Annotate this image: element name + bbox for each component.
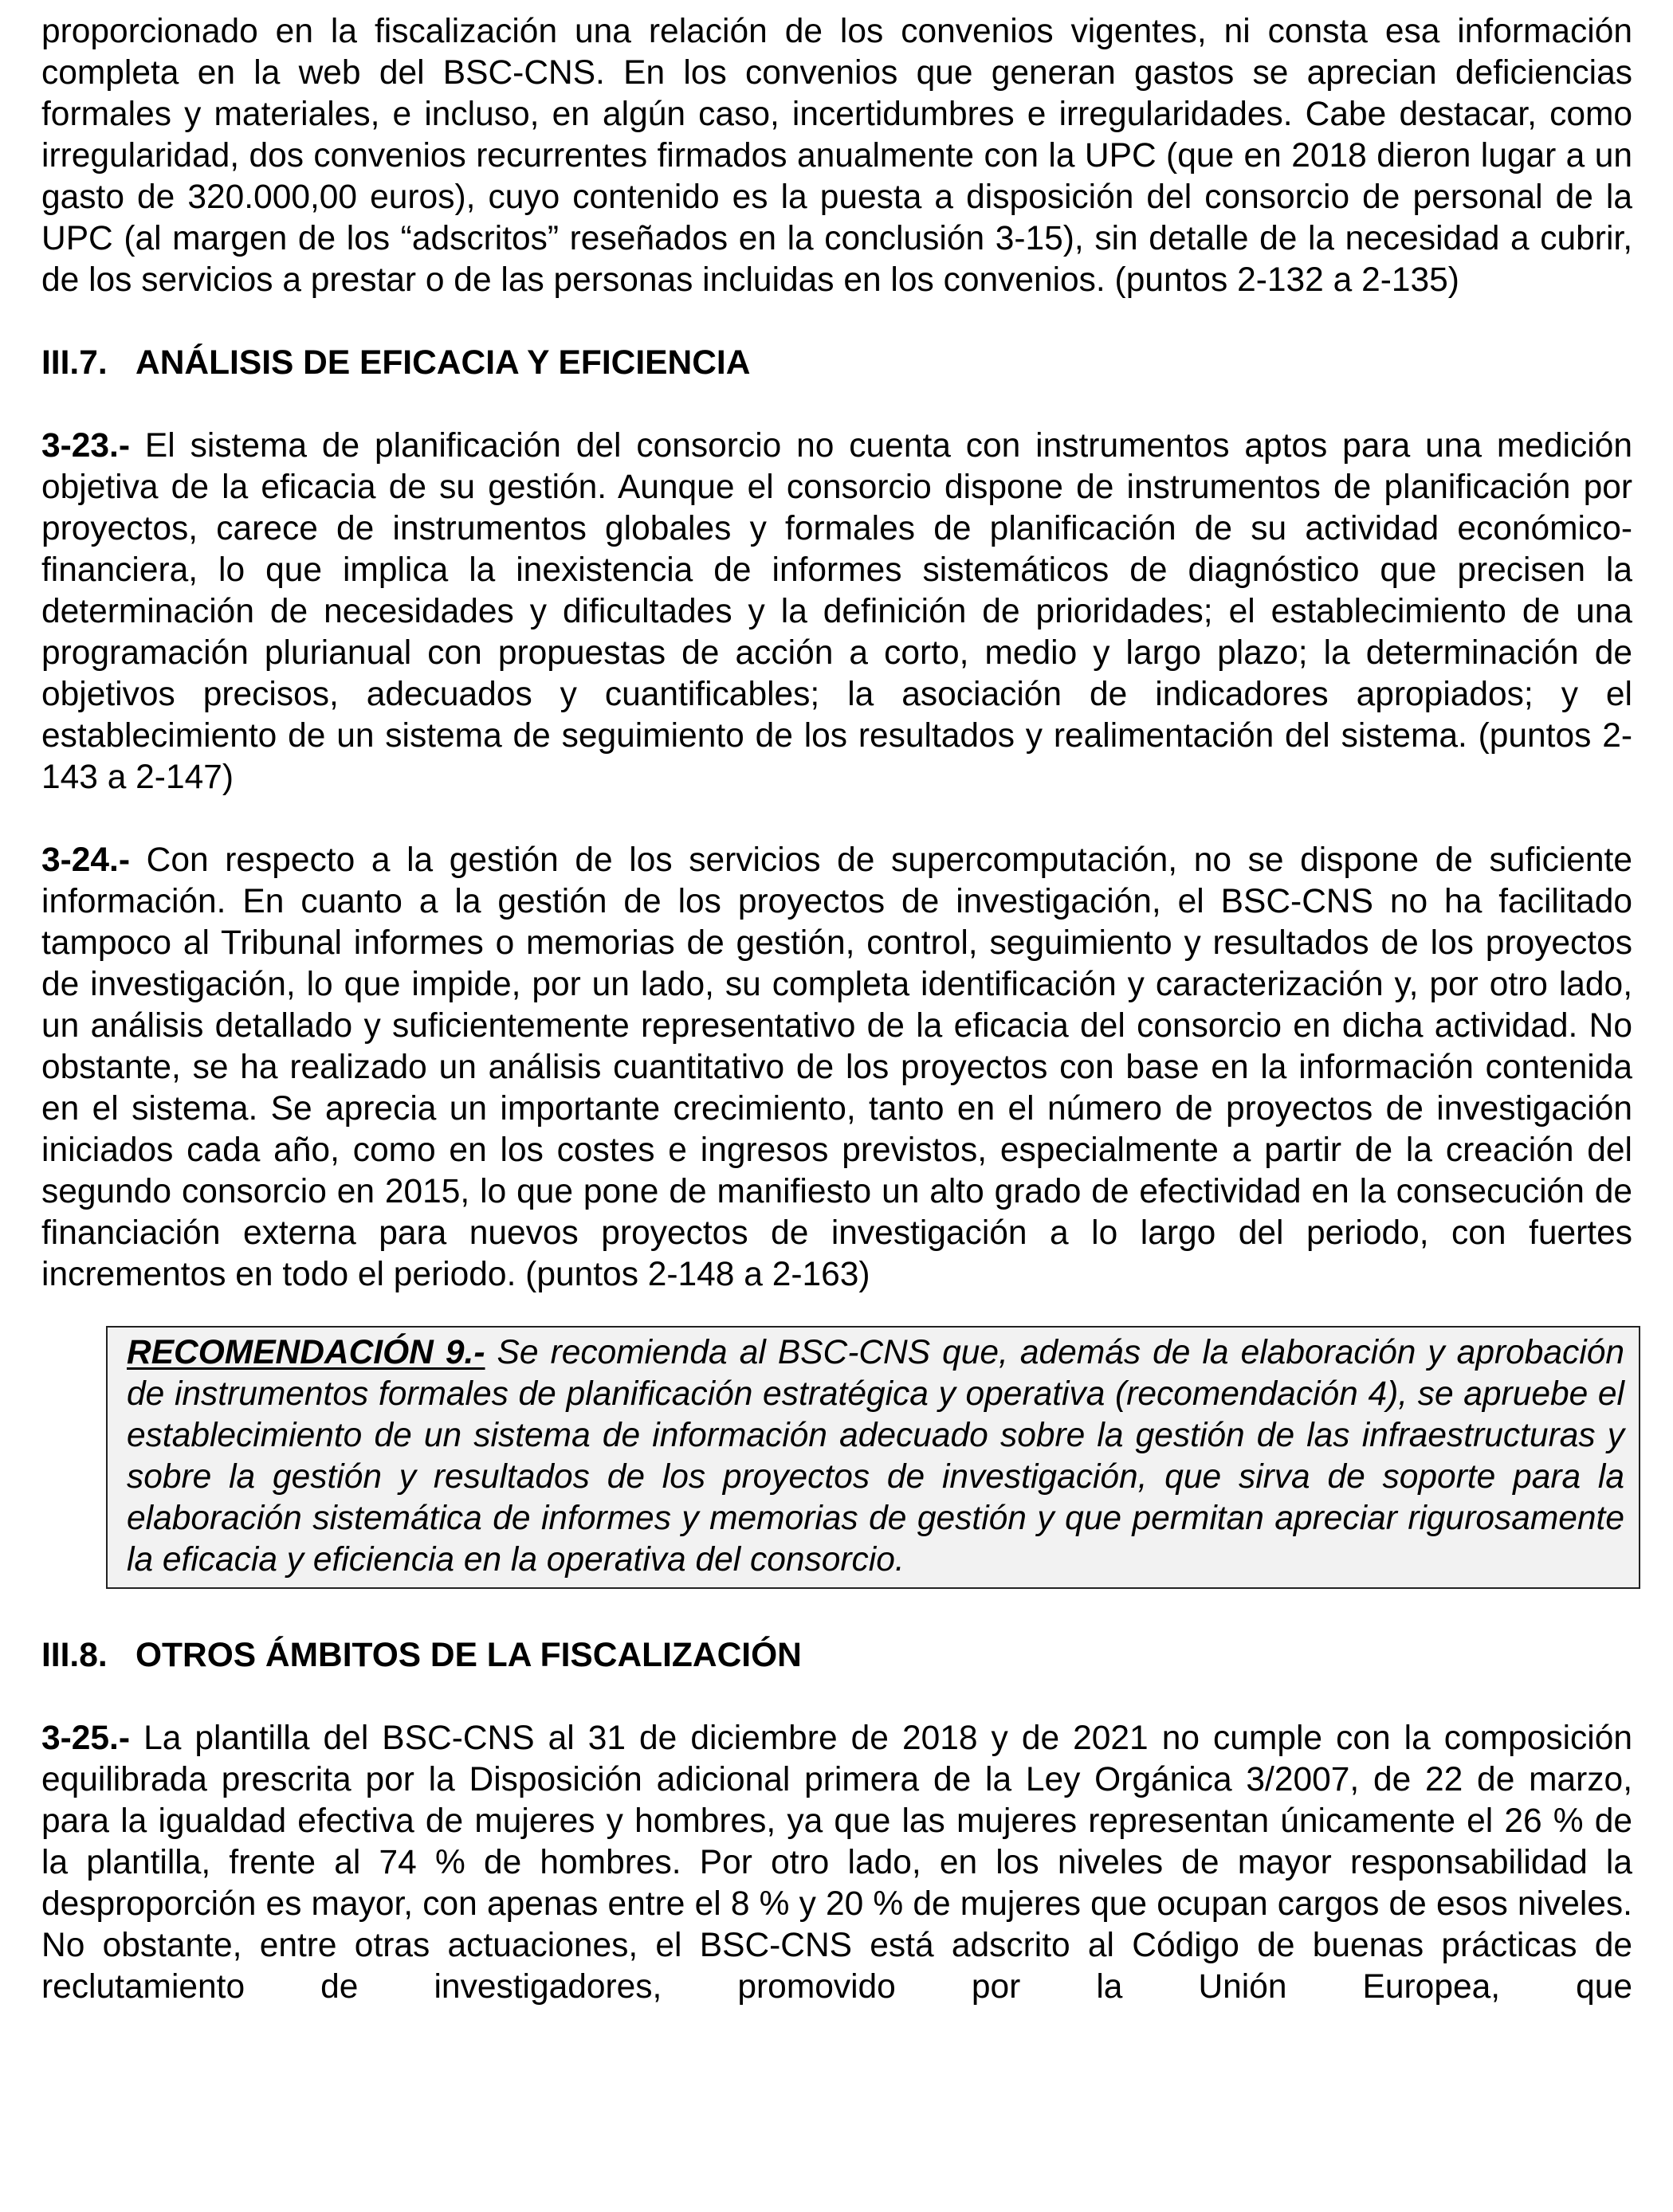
section-number: III.7. [41, 344, 108, 382]
paragraph-number: 3-25.- [41, 1720, 131, 1757]
intro-paragraph: proporcionado en la fiscalización una relación de los convenios vigentes, ni consta esa información completa en la web del BSC-CNS. En los convenios que generan gastos se aprecian deficiencias formales y materiales, e incluso, en algún caso, incertidumbres e irregularidades. Cabe destacar, como irregularidad, dos convenios recurrentes firmados anualmente con la UPC (que en 2018 dieron lugar a un gasto de 320.000,00 euros), cuyo contenido es la puesta a disposición del consorcio de personal de la UPC (al margen de los “adscritos” reseñados en la conclusión 3-15), sin detalle de la necesidad a cubrir, de los servicios a prestar o de las personas incluidas en los convenios. (puntos 2-132 a 2-135) [41, 13, 1632, 299]
spacer [41, 301, 1632, 343]
section-number: III.8. [41, 1637, 108, 1674]
spacer [41, 1296, 1632, 1326]
spacer [41, 798, 1632, 840]
paragraph-3-25 [41, 1718, 1632, 2008]
section-title: ANÁLISIS DE EFICACIA Y EFICIENCIA [135, 344, 751, 382]
paragraph-text: Con respecto a la gestión de los servicios de supercomputación, no se dispone de suficiente información. En cuanto a la gestión de los proyectos de investigación, el BSC-CNS no ha facilitado tampoco al Tribunal informes o memorias de gestión, control, seguimiento y resultados de los proyectos de investigación, lo que impide, por un lado, su completa identificación y caracterización y, por otro lado, un análisis detallado y suficientemente representativo de la eficacia del consorcio en dicha actividad. No obstante, se ha realizado un análisis cuantitativo de los proyectos con base en la información contenida en el sistema. Se aprecia un importante crecimiento, tanto en el número de proyectos de investigación iniciados cada año, como en los costes e ingresos previstos, especialmente a partir de la creación del segundo consorcio en 2015, lo que pone de manifiesto un alto grado de efectividad en la consecución de financiación externa para nuevos proyectos de investigación a lo largo del periodo, con fuertes incrementos en todo el periodo. (puntos 2-148 a 2-163) [41, 841, 1632, 1293]
recommendation-title: RECOMENDACIÓN 9.- [127, 1334, 485, 1371]
spacer [41, 1677, 1632, 1718]
paragraph-number: 3-24.- [41, 841, 131, 879]
section-heading-III-8 [41, 1635, 1632, 1677]
spacer [41, 384, 1632, 426]
section-heading-III-7 [41, 343, 1632, 384]
section-title: OTROS ÁMBITOS DE LA FISCALIZACIÓN [135, 1637, 802, 1674]
paragraph-text: La plantilla del BSC-CNS al 31 de diciembre de 2018 y de 2021 no cumple con la composición equilibrada prescrita por la Disposición adicional primera de la Ley Orgánica 3/2007, de 22 de marzo, para la igualdad efectiva de mujeres y hombres, ya que las mujeres representan únicamente el 26 % de la plantilla, frente al 74 % de hombres. Por otro lado, en los niveles de mayor responsabilidad la desproporción es mayor, con apenas entre el 8 % y 20 % de mujeres que ocupan cargos de esos niveles. No obstante, entre otras actuaciones, el BSC-CNS está adscrito al Código de buenas prácticas de reclutamiento de investigadores, promovido por la Unión Europea, que [41, 1720, 1632, 2006]
paragraph-3-23 [41, 426, 1632, 798]
paragraph-text: El sistema de planificación del consorcio no cuenta con instrumentos aptos para una medición objetiva de la eficacia de su gestión. Aunque el consorcio dispone de instrumentos de planificación por proyectos, carece de instrumentos globales y formales de planificación de su actividad económico-financiera, lo que implica la inexistencia de informes sistemáticos de diagnóstico que precisen la determinación de necesidades y dificultades y la definición de prioridades; el establecimiento de una programación plurianual con propuestas de acción a corto, medio y largo plazo; la determinación de objetivos precisos, adecuados y cuantificables; la asociación de indicadores apropiados; y el establecimiento de un sistema de seguimiento de los resultados y realimentación del sistema. (puntos 2-143 a 2-147) [41, 427, 1632, 796]
document-page [41, 11, 1632, 2008]
spacer [41, 1589, 1632, 1635]
paragraph-number: 3-23.- [41, 427, 131, 465]
recommendation-box [106, 1326, 1640, 1589]
recommendation-paragraph [127, 1332, 1624, 1581]
paragraph-3-24 [41, 840, 1632, 1296]
recommendation-text: Se recomienda al BSC-CNS que, además de la elaboración y aprobación de instrumentos formales de planificación estratégica y operativa (recomendación 4), se apruebe el establecimiento de un sistema de información adecuado sobre la gestión de las infraestructuras y sobre la gestión y resultados de los proyectos de investigación, que sirva de soporte para la elaboración sistemática de informes y memorias de gestión y que permitan apreciar rigurosamente la eficacia y eficiencia en la operativa del consorcio. [127, 1334, 1624, 1579]
